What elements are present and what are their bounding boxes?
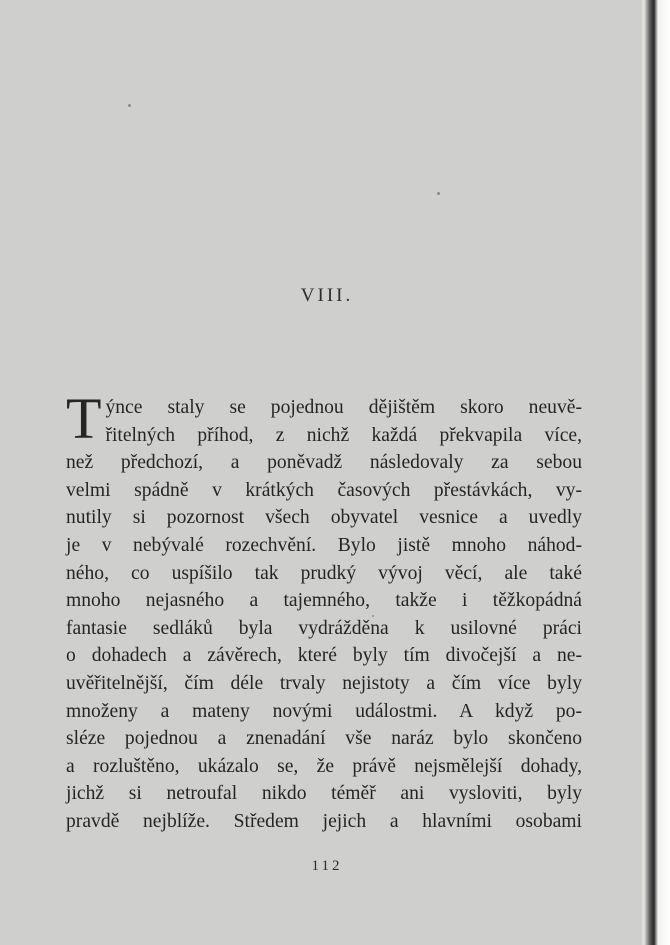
text-line: a rozluštěno, ukázalo se, že právě nejsmělejší dohady, <box>66 755 582 777</box>
text-line: velmi spádně v krátkých časových přestávkách, vy- <box>66 479 582 501</box>
text-line: o dohadech a závěrech, které byly tím divočejší a ne- <box>66 645 582 667</box>
text-line: ýnce staly se pojednou dějištěm skoro neuvě- <box>105 397 582 418</box>
text-line: množeny a mateny novými událostmi. A když po- <box>66 700 582 722</box>
text-line: sléze pojednou a znenadání vše naráz bylo skončeno <box>66 728 582 750</box>
text-line: řitelných příhod, z nichž každá překvapila více, <box>105 424 582 446</box>
text-line: nutily si pozornost všech obyvatel vesnice a uvedly <box>66 507 582 529</box>
text-line: pravdě nejblíže. Středem jejich a hlavními osobami <box>66 810 582 832</box>
page-number: 112 <box>311 858 343 874</box>
text-line: uvěřitelnější, čím déle trvaly nejistoty a čím více byly <box>66 672 582 694</box>
text-line: fantasie sedláků byla vydrážděna k usilovné práci <box>66 617 582 639</box>
paper-speck <box>437 192 440 195</box>
page-edge <box>640 0 670 945</box>
text-line: mnoho nejasného a tajemného, takže i těžkopádná <box>66 590 582 612</box>
chapter-heading: VIII. <box>300 285 354 306</box>
drop-cap: T <box>66 386 102 451</box>
paper-speck <box>128 104 131 107</box>
text-line: ného, co uspíšilo tak prudký vývoj věcí, ale také <box>66 562 582 584</box>
text-line: než předchozí, a poněvadž následovaly za sebou <box>66 452 582 474</box>
text-line: je v nebývalé rozechvění. Bylo jistě mnoho náhod- <box>66 534 582 556</box>
body-text <box>66 386 582 836</box>
text-line: jichž si netroufal nikdo téměř ani vysloviti, byly <box>66 783 582 805</box>
